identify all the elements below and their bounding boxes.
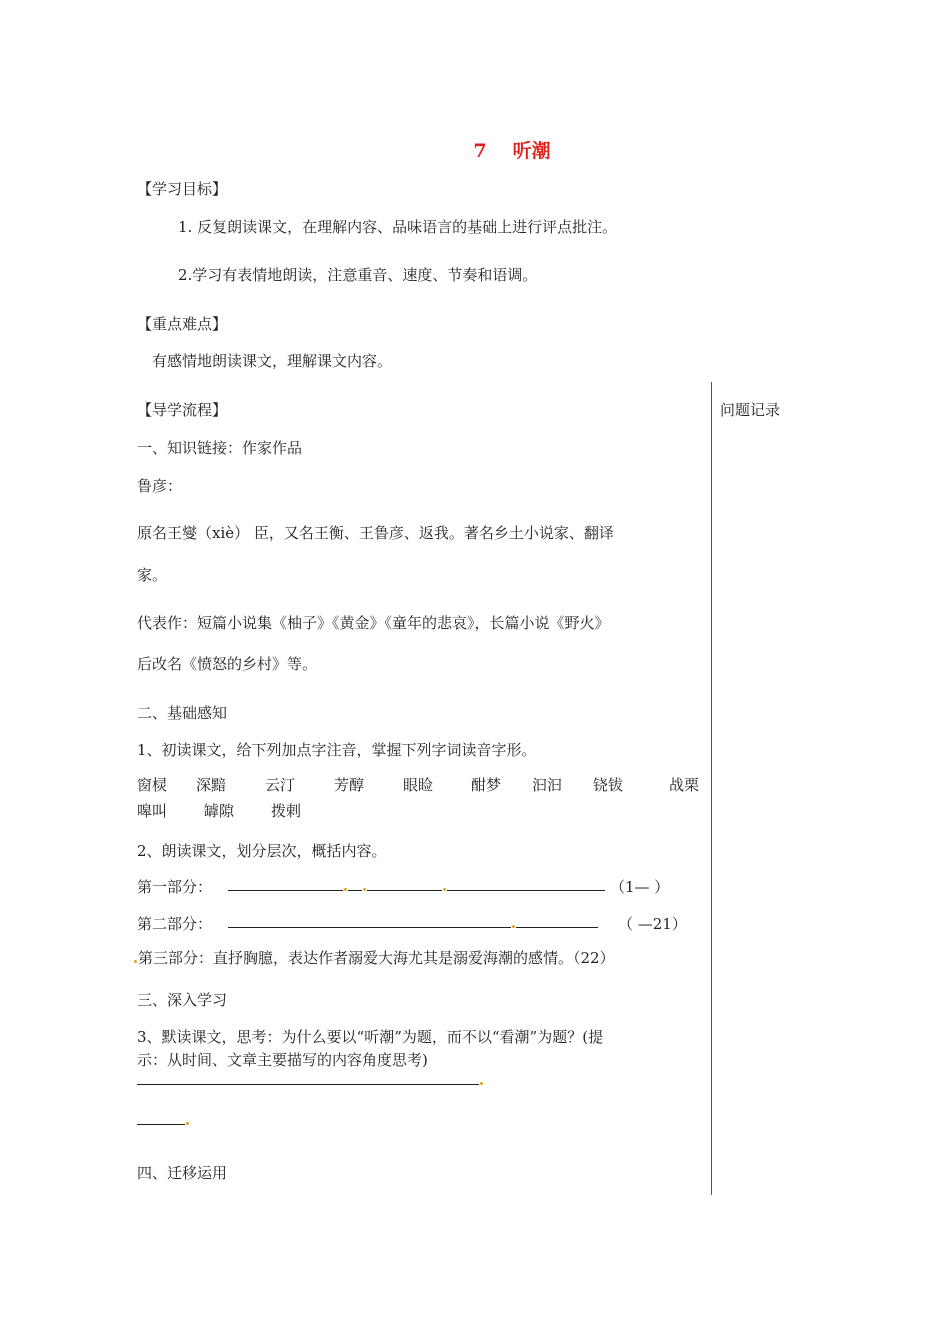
vocab-word: 云汀 (265, 776, 296, 794)
vocab-word: 嗥叫 (137, 802, 168, 820)
question-3-line-2: 示：从时间、文章主要描写的内容角度思考) (137, 1051, 428, 1069)
part-1-label: 第一部分： (137, 878, 213, 896)
section-1-title: 一、知识链接：作家作品 (137, 439, 303, 457)
vocab-word: 深黯 (196, 776, 227, 794)
section-4-title: 四、迁移运用 (137, 1164, 228, 1182)
works-line-2: 后改名《愤怒的乡村》等。 (137, 655, 318, 673)
page-title (0, 136, 950, 163)
question-3-line-1: 3、默读课文，思考：为什么要以“听潮”为题，而不以“看潮”为题？(提 (137, 1028, 604, 1046)
vocab-word: 汩汩 (532, 776, 563, 794)
part-1-answer-blank[interactable] (228, 876, 605, 895)
goal-item-2: 2.学习有表情地朗读，注意重音、速度、节奏和语调。 (178, 266, 538, 284)
author-bio-line-2: 家。 (137, 566, 168, 584)
part-1-range: （1— ） (610, 878, 670, 896)
vocab-word: 铙钹 (593, 776, 624, 794)
lesson-title: 听潮 (512, 140, 551, 162)
vocab-word: 罅隙 (204, 802, 235, 820)
section-2-title: 二、基础感知 (137, 704, 228, 722)
section-3-title: 三、深入学习 (137, 991, 228, 1009)
part-2-label: 第二部分： (137, 915, 213, 933)
question-3-answer-blank-2[interactable] (137, 1110, 190, 1129)
goals-heading: 【学习目标】 (137, 180, 228, 198)
question-1: 1、初读课文，给下列加点字注音，掌握下列字词读音字形。 (137, 741, 537, 759)
vocab-word: 芳醇 (334, 776, 365, 794)
notes-column-heading: 问题记录 (720, 401, 781, 419)
works-line-1: 代表作：短篇小说集《柚子》《黄金》《童年的悲哀》，长篇小说《野火》 (137, 614, 610, 632)
author-name: 鲁彦： (137, 477, 183, 495)
vocab-word: 酣梦 (471, 776, 502, 794)
goal-item-1: 1. 反复朗读课文，在理解内容、品味语言的基础上进行评点批注。 (178, 218, 618, 236)
question-2: 2、朗读课文，划分层次，概括内容。 (137, 842, 387, 860)
flow-heading: 【导学流程】 (137, 401, 228, 419)
part-2-answer-blank[interactable] (228, 913, 598, 932)
column-divider (711, 382, 712, 1195)
author-bio-line-1: 原名王燮（xiè） 臣，又名王衡、王鲁彦、返我。著名乡土小说家、翻译 (137, 524, 614, 542)
key-points-text: 有感情地朗读课文，理解课文内容。 (152, 352, 393, 370)
vocab-word: 拨剌 (271, 802, 302, 820)
part-3-text: 第三部分：直抒胸臆，表达作者溺爱大海尤其是溺爱海潮的感情。（22） (133, 947, 615, 968)
vocab-word: 眼睑 (403, 776, 434, 794)
part-2-range: （ —21） (618, 915, 687, 933)
vocab-word: 战栗 (669, 776, 700, 794)
key-points-heading: 【重点难点】 (137, 315, 228, 333)
vocab-word: 窗棂 (137, 776, 168, 794)
question-3-answer-blank-1[interactable] (137, 1070, 484, 1089)
lesson-number: 7 (473, 140, 487, 162)
